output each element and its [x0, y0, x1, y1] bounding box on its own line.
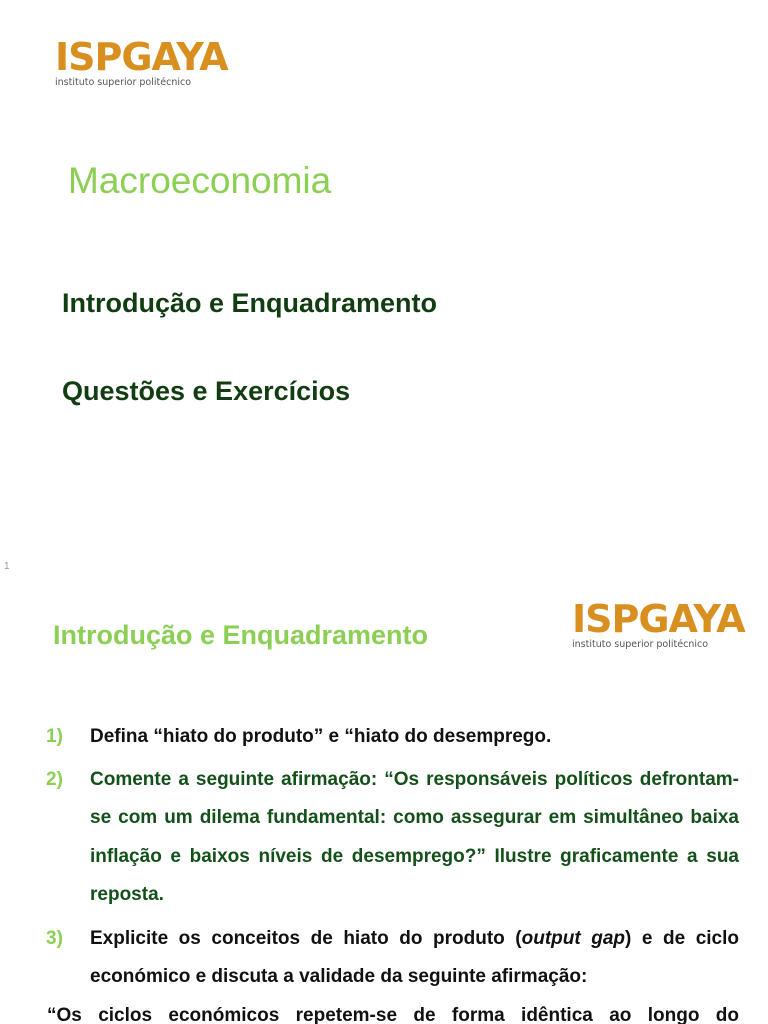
logo-brand: ISPGAYA	[572, 597, 745, 641]
ispgaya-logo	[572, 597, 745, 650]
quote-text: “Os ciclos económicos repetem-se de forma idêntica ao longo do	[47, 1005, 739, 1024]
item-text-italic: output gap	[521, 927, 626, 949]
list-item	[0, 761, 768, 915]
item-text	[90, 920, 739, 997]
subtitle-intro: Introdução e Enquadramento	[62, 288, 438, 318]
logo-tagline: instituto superior politécnico	[572, 639, 709, 650]
logo-brand: ISPGAYA	[55, 35, 228, 79]
slide-2	[0, 578, 768, 1024]
list-item	[0, 718, 768, 757]
question-list	[0, 718, 768, 997]
page-number: 1	[4, 561, 10, 572]
item-number: 1)	[46, 726, 63, 747]
list-item	[0, 920, 768, 997]
item-text-before: Explicite os conceitos de hiato do produto (	[90, 927, 522, 949]
item-number: 3)	[46, 927, 63, 949]
slide-title: Macroeconomia	[68, 160, 332, 201]
item-number: 2)	[46, 768, 63, 790]
logo-tagline: instituto superior politécnico	[55, 77, 192, 88]
ispgaya-logo	[55, 35, 228, 88]
slide-title: Introdução e Enquadramento	[53, 620, 429, 650]
item-text: Comente a seguinte afirmação: “Os responsáveis políticos defrontam-se com um dilema fundamental: como assegurar em simultâneo baixa inflação e baixos níveis de desemprego?” Ilustre graficamente a sua reposta.	[90, 768, 739, 905]
subtitle-exercises: Questões e Exercícios	[62, 376, 351, 406]
item-text-after: ) e de ciclo económico e discuta a validade da seguinte afirmação:	[90, 927, 740, 987]
item-text: Defina “hiato do produto” e “hiato do desemprego.	[90, 726, 552, 747]
